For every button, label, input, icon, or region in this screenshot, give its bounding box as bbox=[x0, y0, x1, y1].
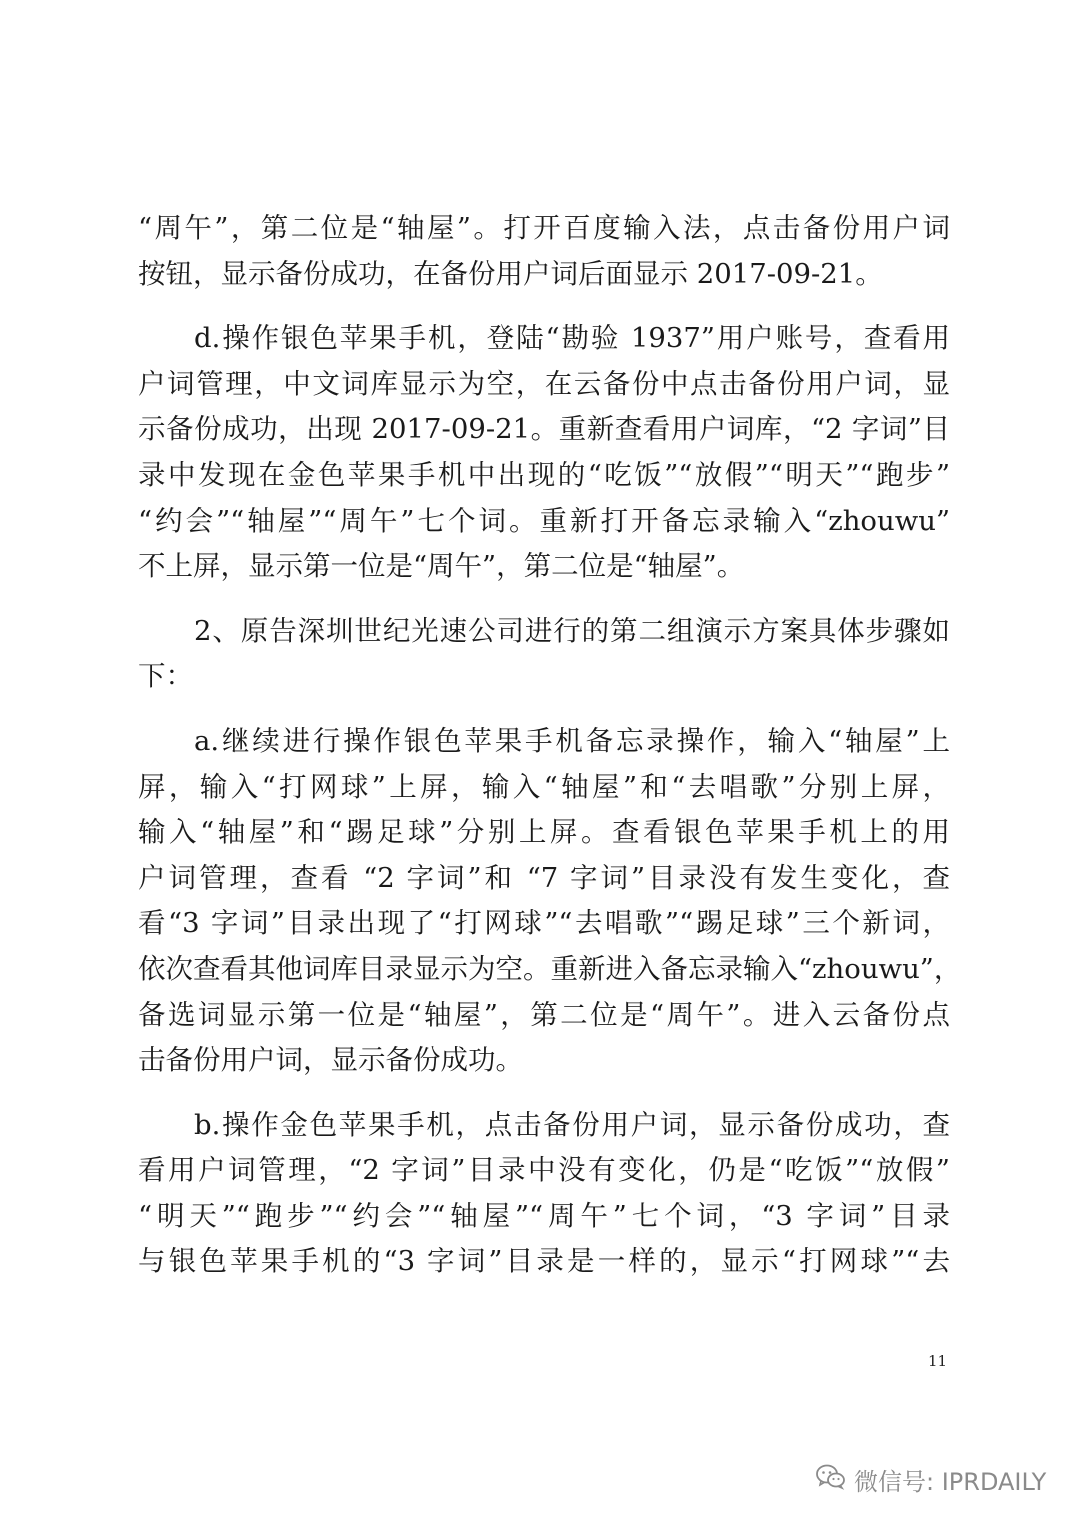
text-line: 备选词显示第一位是“轴屋”，第二位是“周午”。进入云备份点 bbox=[138, 998, 950, 1031]
watermark bbox=[816, 1462, 1046, 1497]
paragraph bbox=[138, 316, 950, 590]
paragraph bbox=[138, 206, 950, 297]
text-line: 看用户词管理，“2 字词”目录中没有变化，仍是“吃饭”“放假” bbox=[138, 1154, 950, 1187]
text-line: 录中发现在金色苹果手机中出现的“吃饭”“放假”“明天”“跑步” bbox=[138, 458, 950, 491]
text-line: 屏，输入“打网球”上屏，输入“轴屋”和“去唱歌”分别上屏， bbox=[138, 770, 950, 803]
text-line: 户词管理，中文词库显示为空，在云备份中点击备份用户词，显 bbox=[138, 367, 950, 400]
watermark-text: 微信号: IPRDAILY bbox=[854, 1468, 1047, 1496]
text-line: 2、原告深圳世纪光速公司进行的第二组演示方案具体步骤如 bbox=[194, 614, 950, 647]
text-line: 户词管理，查看 “2 字词”和 “7 字词”目录没有发生变化，查 bbox=[138, 861, 950, 894]
text-line: 按钮，显示备份成功，在备份用户词后面显示 2017-09-21。 bbox=[138, 257, 883, 290]
text-line: a.继续进行操作银色苹果手机备忘录操作，输入“轴屋”上 bbox=[194, 724, 950, 757]
paragraph bbox=[138, 1103, 950, 1285]
paragraph bbox=[138, 609, 950, 700]
text-line: “周午”，第二位是“轴屋”。打开百度输入法，点击备份用户词 bbox=[138, 212, 950, 244]
text-line: 击备份用户词，显示备份成功。 bbox=[138, 1044, 523, 1077]
wechat-icon bbox=[816, 1464, 846, 1496]
text-line: 依次查看其他词库目录显示为空。重新进入备忘录输入“zhouwu”， bbox=[138, 952, 962, 985]
page-number: 11 bbox=[928, 1352, 948, 1370]
text-line: 输入“轴屋”和“踢足球”分别上屏。查看银色苹果手机上的用 bbox=[138, 816, 950, 849]
text-line: 下： bbox=[138, 660, 193, 693]
text-line: “明天”“跑步”“约会”“轴屋”“周午”七个词，“3 字词”目录 bbox=[138, 1199, 950, 1232]
text-line: d.操作银色苹果手机，登陆“勘验 1937”用户账号，查看用 bbox=[194, 322, 950, 355]
text-line: 示备份成功，出现 2017-09-21。重新查看用户词库，“2 字词”目 bbox=[138, 413, 950, 446]
text-line: b.操作金色苹果手机，点击备份用户词，显示备份成功，查 bbox=[194, 1108, 950, 1141]
text-line: 看“3 字词”目录出现了“打网球”“去唱歌”“踢足球”三个新词， bbox=[138, 907, 950, 940]
paragraph bbox=[138, 719, 962, 1084]
text-line: “约会”“轴屋”“周午”七个词。重新打开备忘录输入“zhouwu” bbox=[138, 504, 950, 537]
document-body bbox=[138, 206, 962, 1285]
text-line: 不上屏，显示第一位是“周午”，第二位是“轴屋”。 bbox=[138, 550, 745, 583]
text-line: 与银色苹果手机的“3 字词”目录是一样的，显示“打网球”“去 bbox=[138, 1245, 950, 1278]
